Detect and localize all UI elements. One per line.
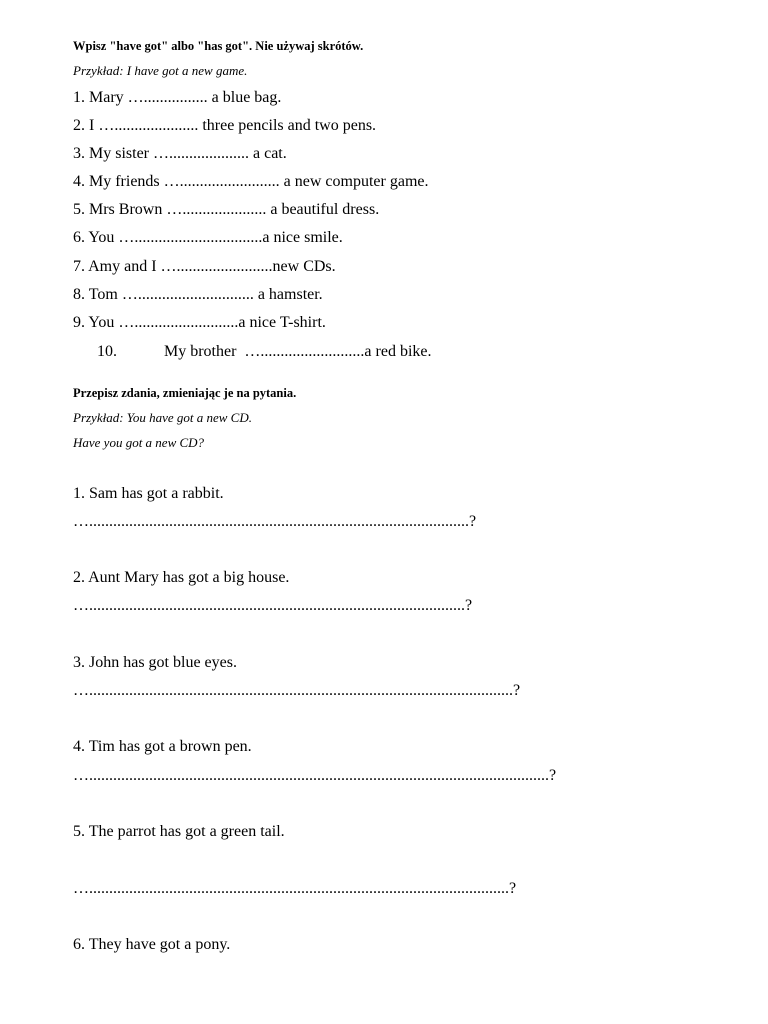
exercise1-item-10-number: 10. [97,343,117,360]
exercise2-sentence-4: 4. Tim has got a brown pen. [73,738,252,755]
exercise2-answer-line-4: …...................................................................................................................? [73,767,557,784]
exercise2-sentence-5: 5. The parrot has got a green tail. [73,823,285,840]
exercise1-item-2: 2. I …..................... three pencils and two pens. [73,117,377,134]
section1-example: Przykład: I have got a new game. [73,63,248,78]
exercise1-item-5: 5. Mrs Brown …..................... a beautiful dress. [73,201,380,218]
exercise2-answer-line-1: …...............................................................................................? [73,513,477,530]
exercise1-item-1: 1. Mary …................ a blue bag. [73,89,282,106]
section2-example-line1: Przykład: You have got a new CD. [73,410,252,425]
exercise1-item-3: 3. My sister ….................... a cat. [73,145,287,162]
exercise2-sentence-1: 1. Sam has got a rabbit. [73,485,224,502]
exercise1-item-6: 6. You …................................a nice smile. [73,229,343,246]
exercise2-answer-line-3: …..........................................................................................................? [73,682,521,699]
exercise1-item-8: 8. Tom …............................. a hamster. [73,286,323,303]
exercise2-sentence-2: 2. Aunt Mary has got a big house. [73,569,290,586]
exercise2-sentence-3: 3. John has got blue eyes. [73,654,237,671]
section2-example-line2: Have you got a new CD? [73,435,205,450]
exercise2-answer-line-2: …..............................................................................................? [73,597,473,614]
exercise1-item-10-text: My brother …..........................a red bike. [164,343,432,360]
exercise2-sentence-6: 6. They have got a pony. [73,936,231,953]
exercise2-answer-line-5: ….........................................................................................................? [73,880,517,897]
exercise1-item-9: 9. You …..........................a nice T-shirt. [73,314,326,331]
section1-heading: Wpisz "have got" albo "has got". Nie używaj skrótów. [73,39,364,53]
section2-heading: Przepisz zdania, zmieniając je na pytania. [73,386,297,400]
exercise1-item-4: 4. My friends …......................... a new computer game. [73,173,429,190]
exercise1-item-7: 7. Amy and I …........................new CDs. [73,258,336,275]
